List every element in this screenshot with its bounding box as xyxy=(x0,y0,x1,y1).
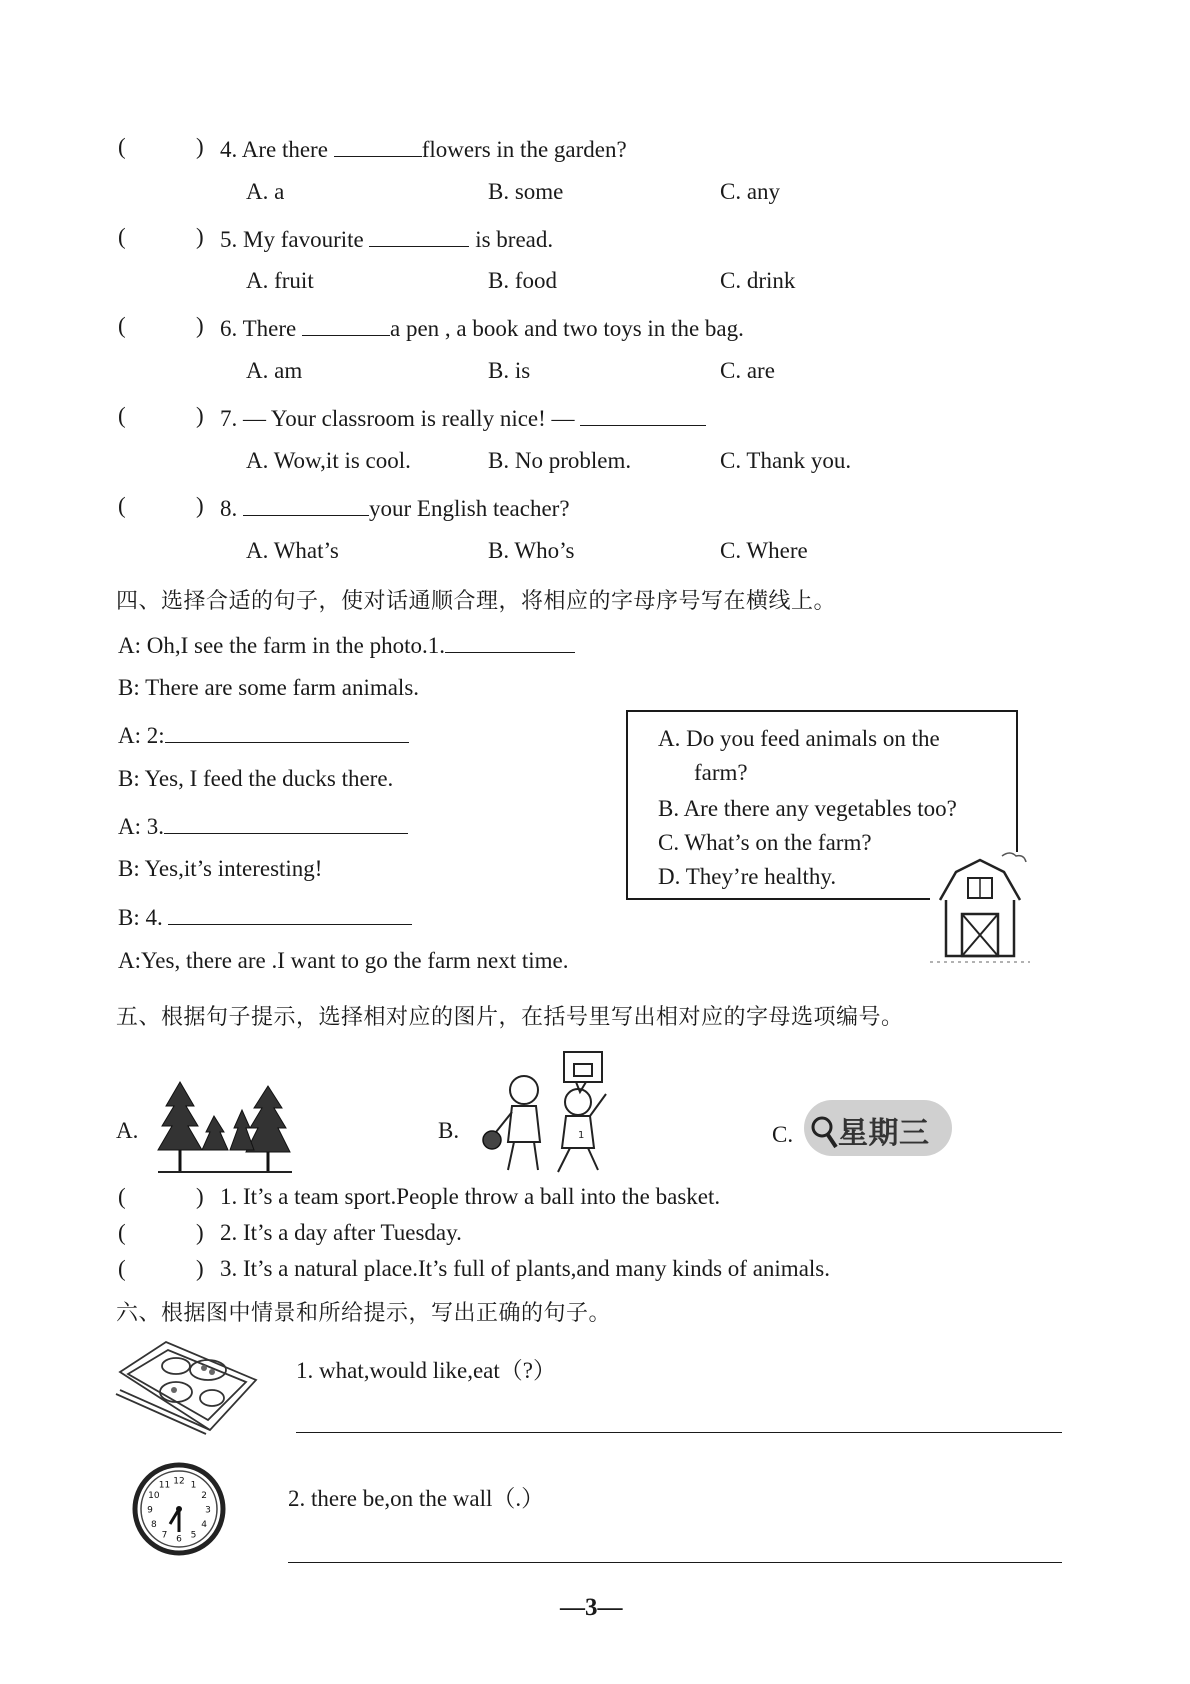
fill-blank[interactable] xyxy=(168,902,412,925)
option-a: A. Wow,it is cool. xyxy=(246,448,411,473)
option-c: C. drink xyxy=(720,268,796,293)
clock-icon xyxy=(132,1462,226,1556)
answer-line-2[interactable] xyxy=(288,1562,1062,1563)
answer-paren-open: ( xyxy=(118,224,126,249)
section-5-heading: 五、根据句子提示，选择相对应的图片，在括号里写出相对应的字母选项编号。 xyxy=(116,1005,904,1030)
answer-paren-open: ( xyxy=(118,1220,126,1245)
clock-numeral: 2 xyxy=(201,1491,207,1501)
question-text: 7. — Your classroom is really nice! — xyxy=(220,403,706,432)
option-c: C. are xyxy=(720,358,775,383)
answer-paren-close: ) xyxy=(196,224,204,249)
fill-blank[interactable] xyxy=(445,630,575,653)
answer-paren-close: ) xyxy=(196,403,204,428)
answer-paren-open: ( xyxy=(118,313,126,338)
answer-paren-open: ( xyxy=(118,403,126,428)
food-tray-icon xyxy=(116,1336,258,1434)
clock-numeral: 4 xyxy=(201,1520,207,1530)
page-number: —3— xyxy=(560,1594,623,1621)
section-6-heading: 六、根据图中情景和所给提示，写出正确的句子。 xyxy=(116,1301,612,1326)
option-c: C. Where xyxy=(720,538,808,563)
clock-numeral: 5 xyxy=(190,1530,197,1541)
option-c: C. any xyxy=(720,179,781,204)
dialogue-line-4: B: Yes, I feed the ducks there. xyxy=(118,766,394,791)
clock-numeral: 9 xyxy=(147,1505,153,1516)
dialogue-line-1: A: Oh,I see the farm in the photo.1. xyxy=(118,630,575,659)
fill-blank[interactable] xyxy=(580,403,706,426)
forest-icon xyxy=(158,1080,292,1176)
clock-numeral: 10 xyxy=(148,1491,160,1501)
dialogue-line-5: A: 3. xyxy=(118,811,408,840)
option-a: A. fruit xyxy=(246,268,314,293)
fill-blank[interactable] xyxy=(165,720,409,743)
clock-numeral: 1 xyxy=(190,1480,197,1491)
answer-paren-open: ( xyxy=(118,1256,126,1281)
dialogue-line-3: A: 2: xyxy=(118,720,409,749)
clock-numeral: 12 xyxy=(173,1476,185,1487)
section-5-item-2: 2. It’s a day after Tuesday. xyxy=(220,1220,462,1245)
clock-numeral: 7 xyxy=(161,1530,168,1541)
option-b: B. Who’s xyxy=(488,538,575,563)
svg-text:1: 1 xyxy=(578,1130,585,1141)
answer-line-1[interactable] xyxy=(296,1432,1062,1433)
fill-blank[interactable] xyxy=(302,313,390,336)
fill-blank[interactable] xyxy=(243,493,369,516)
option-a: A. a xyxy=(246,179,285,204)
choice-d: D. They’re healthy. xyxy=(658,864,837,889)
answer-paren-open: ( xyxy=(118,134,126,159)
section-6-item-2: 2. there be,on the wall（.） xyxy=(288,1486,545,1511)
picture-label-a: A. xyxy=(116,1118,139,1143)
option-b: B. is xyxy=(488,358,531,383)
answer-paren-close: ) xyxy=(196,493,204,518)
option-b: B. No problem. xyxy=(488,448,632,473)
option-b: B. food xyxy=(488,268,557,293)
answer-paren-close: ) xyxy=(196,313,204,338)
section-5-item-3: 3. It’s a natural place.It’s full of plants,and many kinds of animals. xyxy=(220,1256,830,1281)
magnifier-icon xyxy=(810,1114,840,1150)
dialogue-line-7: B: 4. xyxy=(118,902,412,931)
answer-paren-close: ) xyxy=(196,134,204,159)
question-text: 8. your English teacher? xyxy=(220,493,570,522)
section-5-item-1: 1. It’s a team sport.People throw a ball into the basket. xyxy=(220,1184,721,1209)
answer-paren-open: ( xyxy=(118,493,126,518)
dialogue-line-2: B: There are some farm animals. xyxy=(118,675,420,700)
answer-paren-open: ( xyxy=(118,1184,126,1209)
option-a: A. What’s xyxy=(246,538,339,563)
wednesday-text: 星期三 xyxy=(838,1116,930,1151)
option-b: B. some xyxy=(488,179,564,204)
clock-numeral: 6 xyxy=(176,1534,182,1545)
question-text: 5. My favourite is bread. xyxy=(220,224,553,253)
section-6-item-1: 1. what,would like,eat（?） xyxy=(296,1358,556,1383)
fill-blank[interactable] xyxy=(334,134,422,157)
answer-paren-close: ) xyxy=(196,1184,204,1209)
choice-a-cont: farm? xyxy=(694,760,748,785)
clock-numeral: 3 xyxy=(205,1505,211,1516)
section-4-heading: 四、选择合适的句子，使对话通顺合理，将相应的字母序号写在横线上。 xyxy=(116,589,837,614)
picture-label-c: C. xyxy=(772,1122,794,1147)
barn-icon xyxy=(930,852,1030,972)
question-text: 6. There a pen , a book and two toys in the bag. xyxy=(220,313,744,342)
option-a: A. am xyxy=(246,358,303,383)
option-c: C. Thank you. xyxy=(720,448,852,473)
wednesday-image xyxy=(804,1100,952,1156)
basketball-players-icon xyxy=(478,1050,638,1178)
choice-c: C. What’s on the farm? xyxy=(658,830,872,855)
question-text: 4. Are there flowers in the garden? xyxy=(220,134,627,163)
picture-label-b: B. xyxy=(438,1118,460,1143)
answer-paren-close: ) xyxy=(196,1256,204,1281)
fill-blank[interactable] xyxy=(369,224,469,247)
choice-a: A. Do you feed animals on the xyxy=(658,726,940,751)
clock-numeral: 8 xyxy=(151,1520,157,1530)
fill-blank[interactable] xyxy=(164,811,408,834)
answer-paren-close: ) xyxy=(196,1220,204,1245)
choice-b: B. Are there any vegetables too? xyxy=(658,796,957,821)
dialogue-line-6: B: Yes,it’s interesting! xyxy=(118,856,323,881)
dialogue-line-8: A:Yes, there are .I want to go the farm next time. xyxy=(118,948,569,973)
clock-numeral: 11 xyxy=(158,1480,171,1491)
